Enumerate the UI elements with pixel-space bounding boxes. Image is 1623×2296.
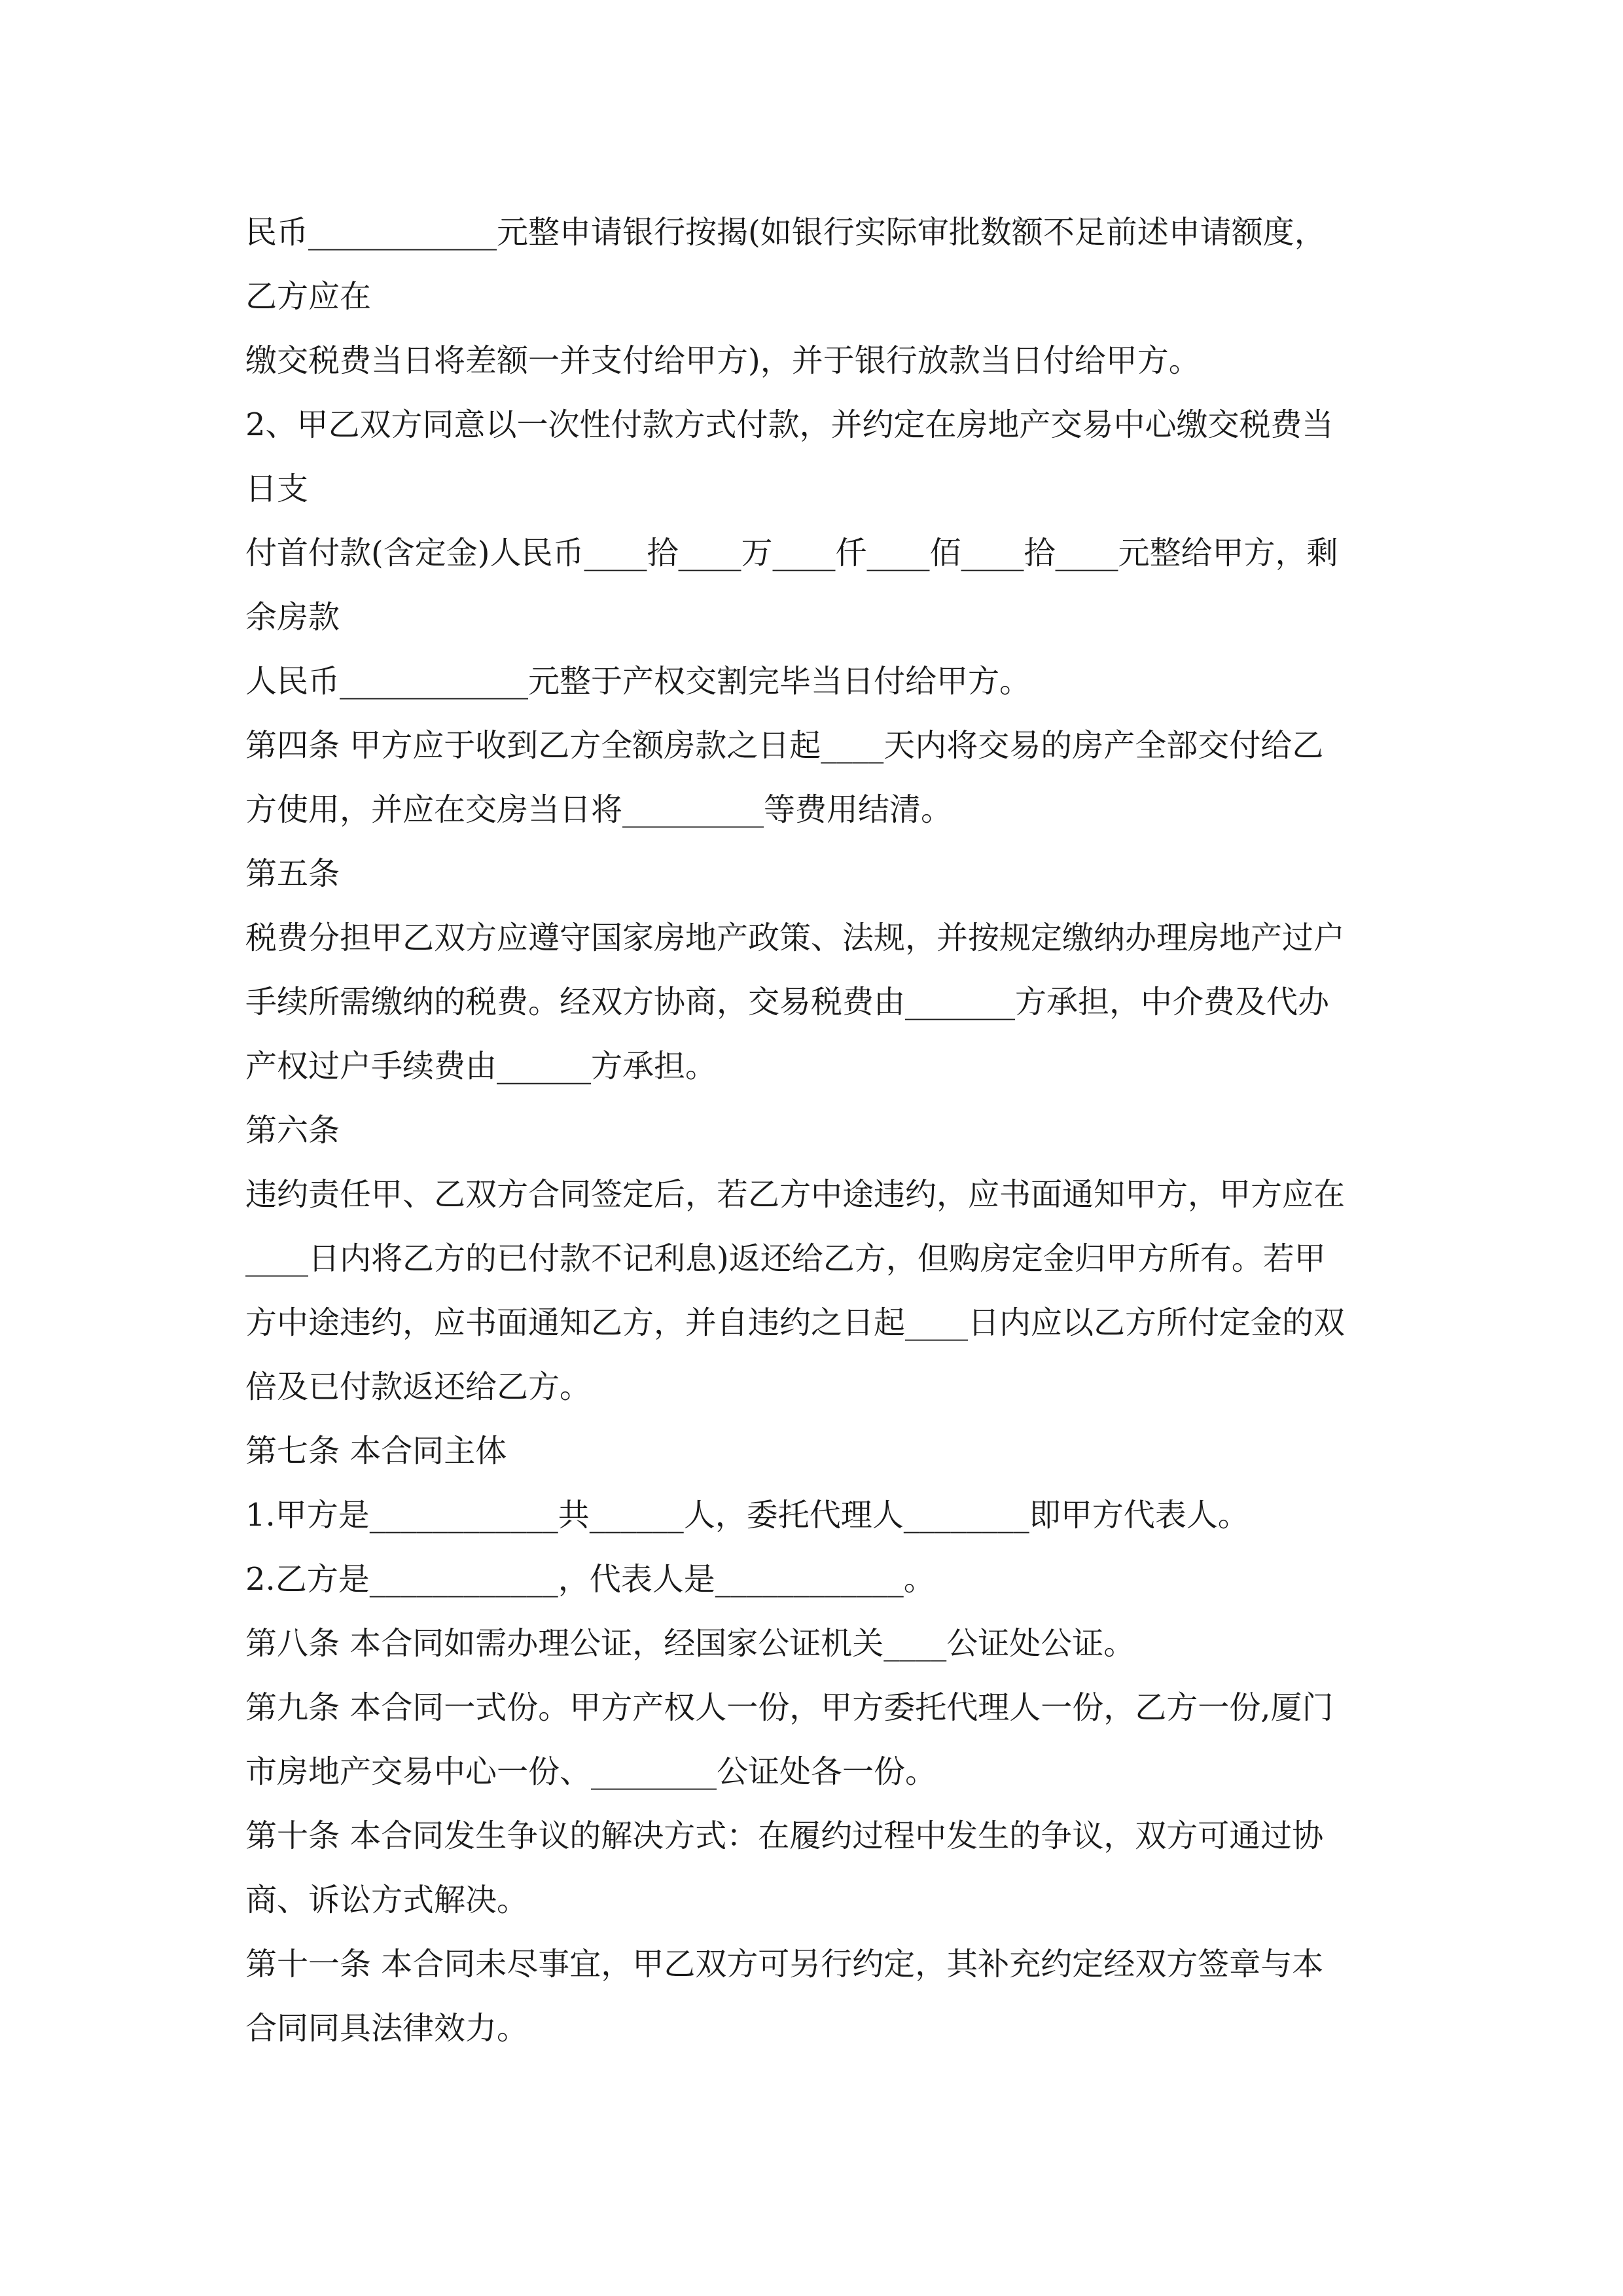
text-line: 乙方应在 — [245, 278, 372, 315]
article-4-line: 第四条 甲方应于收到乙方全额房款之日起____天内将交易的房产全部交付给乙 — [245, 727, 1324, 764]
article-10-line: 第十条 本合同发生争议的解决方式：在履约过程中发生的争议，双方可通过协 — [245, 1818, 1324, 1854]
article-9-line: 第九条 本合同一式份。甲方产权人一份，甲方委托代理人一份，乙方一份,厦门 — [245, 1689, 1334, 1726]
text-line: 合同同具法律效力。 — [245, 2010, 529, 2047]
text-line: 商、诉讼方式解决。 — [245, 1882, 529, 1918]
text-line: 倍及已付款返还给乙方。 — [245, 1369, 592, 1405]
text-line: 税费分担甲乙双方应遵守国家房地产政策、法规，并按规定缴纳办理房地产过户 — [245, 920, 1346, 956]
text-line: 付首付款(含定金)人民币____拾____万____仟____佰____拾____元整给甲方，剩 — [245, 535, 1338, 571]
text-line: 缴交税费当日将差额一并支付给甲方)，并于银行放款当日付给甲方。 — [245, 342, 1200, 379]
text-line: ____日内将乙方的已付款不记利息)返还给乙方，但购房定金归甲方所有。若甲 — [245, 1240, 1326, 1277]
text-line: 产权过户手续费由______方承担。 — [245, 1048, 717, 1085]
article-5-heading: 第五条 — [245, 855, 340, 892]
article-6-heading: 第六条 — [245, 1112, 340, 1149]
text-line: 市房地产交易中心一份、________公证处各一份。 — [245, 1753, 937, 1790]
text-line: 2、甲乙双方同意以一次性付款方式付款，并约定在房地产交易中心缴交税费当 — [245, 406, 1334, 443]
text-line: 手续所需缴纳的税费。经双方协商，交易税费由_______方承担，中介费及代办 — [245, 984, 1330, 1020]
text-line: 民币____________元整申请银行按揭(如银行实际审批数额不足前述申请额度， — [245, 214, 1326, 251]
article-11-line: 第十一条 本合同未尽事宜，甲乙双方可另行约定，其补充约定经双方签章与本 — [245, 1946, 1324, 1982]
article-7-heading: 第七条 本合同主体 — [245, 1433, 507, 1469]
text-line: 1.甲方是____________共______人，委托代理人________即甲方代表人。 — [245, 1497, 1249, 1534]
text-line: 人民币____________元整于产权交割完毕当日付给甲方。 — [245, 663, 1031, 700]
document-body — [245, 200, 1384, 2060]
text-line: 2.乙方是____________，代表人是____________。 — [245, 1561, 935, 1598]
text-line: 违约责任甲、乙双方合同签定后，若乙方中途违约，应书面通知甲方，甲方应在 — [245, 1176, 1346, 1213]
text-line: 日支 — [245, 471, 309, 507]
text-line: 方中途违约，应书面通知乙方，并自违约之日起____日内应以乙方所付定金的双 — [245, 1304, 1346, 1341]
article-8-line: 第八条 本合同如需办理公证，经国家公证机关____公证处公证。 — [245, 1625, 1135, 1662]
text-line: 余房款 — [245, 599, 340, 636]
text-line: 方使用，并应在交房当日将_________等费用结清。 — [245, 791, 953, 828]
